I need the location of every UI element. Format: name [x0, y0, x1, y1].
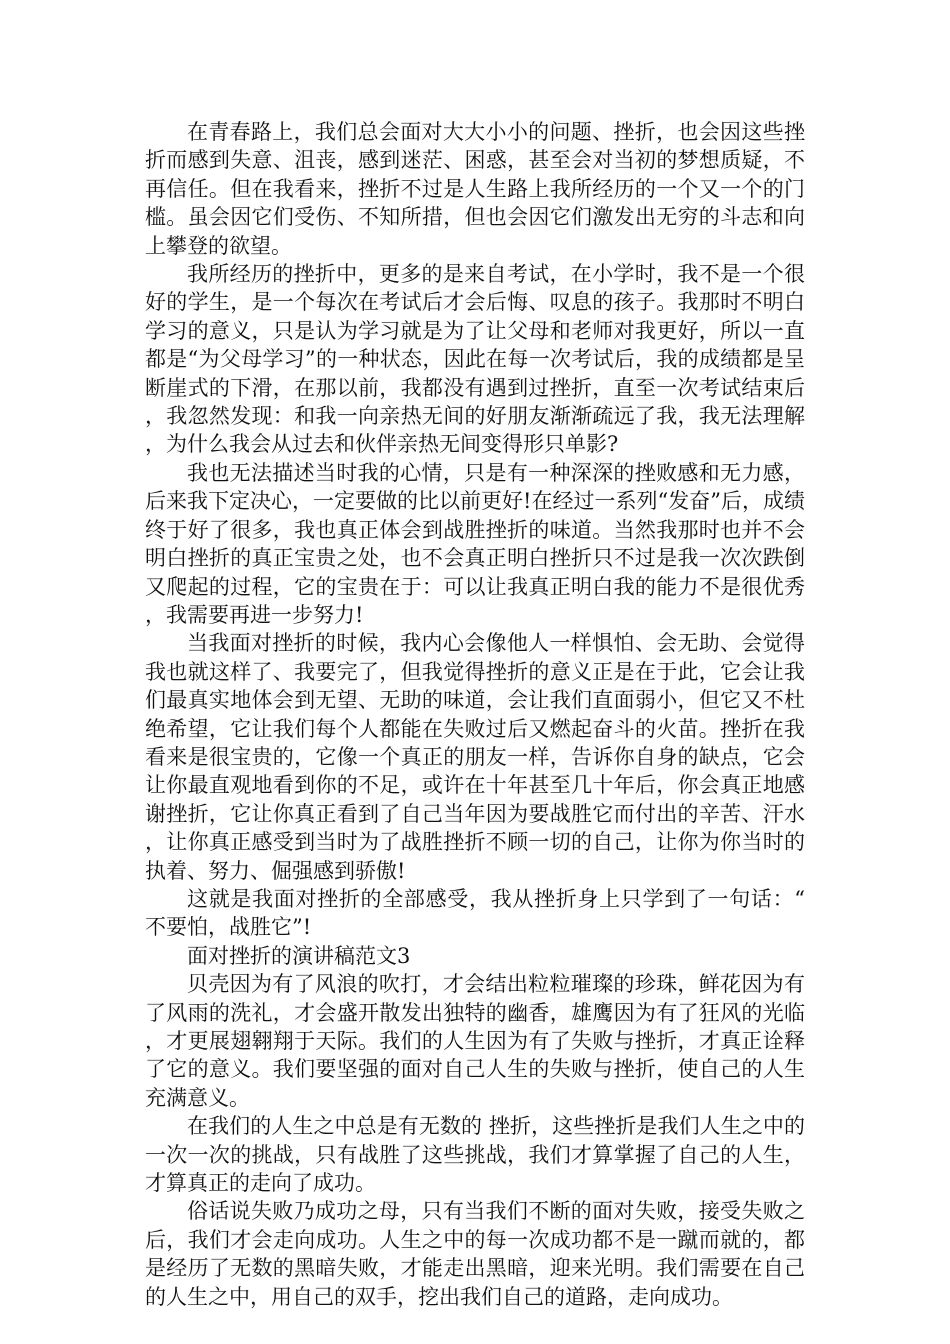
- paragraph-4: 当我面对挫折的时候，我内心会像他人一样惧怕、会无助、会觉得我也就这样了、我要完了，但我觉得挫折的意义正是在于此，它会让我们最真实地体会到无望、无助的味道，会让我们直面弱小，但它又不杜绝希望，它让我们每个人都能在失败过后又燃起奋斗的火苗。挫折在我看来是很宝贵的，它像一个真正的朋友一样，告诉你自身的缺点，它会让你最直观地看到你的不足，或许在十年甚至几十年后，你会真正地感谢挫折，它让你真正看到了自己当年因为要战胜它而付出的辛苦、汗水，让你真正感受到当时为了战胜挫折不顾一切的自己，让你为你当时的执着、努力、倔强感到骄傲!: [145, 631, 805, 883]
- paragraph-3: 我也无法描述当时我的心情，只是有一种深深的挫败感和无力感，后来我下定决心，一定要做的比以前更好!在经过一系列“发奋”后，成绩终于好了很多，我也真正体会到战胜挫折的味道。当然我那时也并不会明白挫折的真正宝贵之处，也不会真正明白挫折只不过是我一次次跌倒又爬起的过程，它的宝贵在于：可以让我真正明白我的能力不是很优秀，我需要再进一步努力!: [145, 460, 805, 627]
- paragraph-1: 在青春路上，我们总会面对大大小小的问题、挫折，也会因这些挫折而感到失意、沮丧，感到迷茫、困惑，甚至会对当初的梦想质疑，不再信任。但在我看来，挫折不过是人生路上我所经历的一个又一个的门槛。虽会因它们受伤、不知所措，但也会因它们激发出无穷的斗志和向上攀登的欲望。: [145, 120, 805, 258]
- paragraph-5: 这就是我面对挫折的全部感受，我从挫折身上只学到了一句话：“不要怕，战胜它”!: [145, 886, 805, 940]
- paragraph-6: 贝壳因为有了风浪的吹打，才会结出粒粒璀璨的珍珠，鲜花因为有了风雨的洗礼，才会盛开散发出独特的幽香，雄鹰因为有了狂风的光临，才更展翅翱翔于天际。我们的人生因为有了失败与挫折，才真正诠释了它的意义。我们要坚强的面对自己人生的失败与挫折，使自己的人生充满意义。: [145, 972, 805, 1110]
- paragraph-8: 俗话说失败乃成功之母，只有当我们不断的面对失败，接受失败之后，我们才会走向成功。人生之中的每一次成功都不是一蹴而就的，都是经历了无数的黑暗失败，才能走出黑暗，迎来光明。我们需要在自己的人生之中，用自己的双手，挖出我们自己的道路，走向成功。: [145, 1199, 805, 1309]
- paragraph-2: 我所经历的挫折中，更多的是来自考试，在小学时，我不是一个很好的学生，是一个每次在考试后才会后悔、叹息的孩子。我那时不明白学习的意义，只是认为学习就是为了让父母和老师对我更好，所以一直都是“为父母学习”的一种状态，因此在每一次考试后，我的成绩都是呈断崖式的下滑，在那以前，我都没有遇到过挫折，直至一次考试结束后，我忽然发现：和我一向亲热无间的好朋友渐渐疏远了我，我无法理解，为什么我会从过去和伙伴亲热无间变得形只单影?: [145, 262, 805, 457]
- section-heading: 面对挫折的演讲稿范文3: [187, 943, 411, 968]
- document-page: [145, 118, 805, 1311]
- paragraph-7: 在我们的人生之中总是有无数的 挫折，这些挫折是我们人生之中的一次一次的挑战，只有战胜了这些挑战，我们才算掌握了自己的人生，才算真正的走向了成功。: [145, 1114, 805, 1196]
